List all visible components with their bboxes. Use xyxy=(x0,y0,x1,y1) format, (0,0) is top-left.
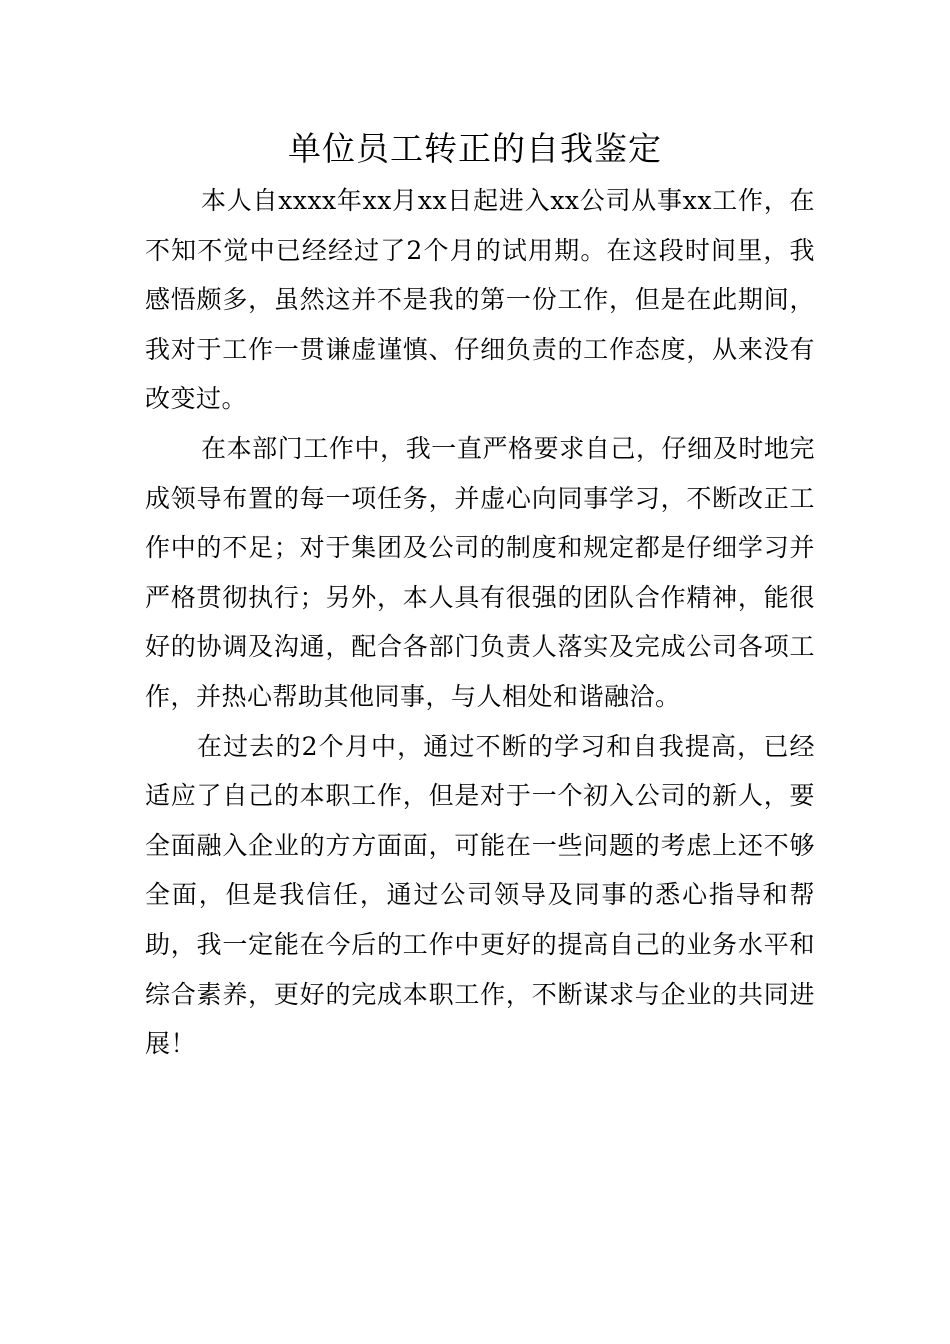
paragraph-2: 在本部门工作中，我一直严格要求自己，仔细及时地完成领导布置的每一项任务，并虚心向同事学习，不断改正工作中的不足；对于集团及公司的制度和规定都是仔细学习并严格贯彻执行；另外，本人具有很强的团队合作精神，能很好的协调及沟通，配合各部门负责人落实及完成公司各项工作，并热心帮助其他同事，与人相处和谐融洽。 xyxy=(145,433,815,711)
paragraph-3: 在过去的2个月中，通过不断的学习和自我提高，已经适应了自己的本职工作，但是对于一个初入公司的新人，要全面融入企业的方方面面，可能在一些问题的考虑上还不够全面，但是我信任，通过公司领导及同事的悉心指导和帮助，我一定能在今后的工作中更好的提高自己的业务水平和综合素养，更好的完成本职工作，不断谋求与企业的共同进展！ xyxy=(145,731,815,1059)
paragraph-1: 本人自xxxx年xx月xx日起进入xx公司从事xx工作，在不知不觉中已经经过了2个月的试用期。在这段时间里，我感悟颇多，虽然这并不是我的第一份工作，但是在此期间，我对于工作一贯谦虚谨慎、仔细负责的工作态度，从来没有改变过。 xyxy=(145,186,815,414)
document-body xyxy=(145,176,815,1069)
document-title: 单位员工转正的自我鉴定 xyxy=(288,129,662,168)
